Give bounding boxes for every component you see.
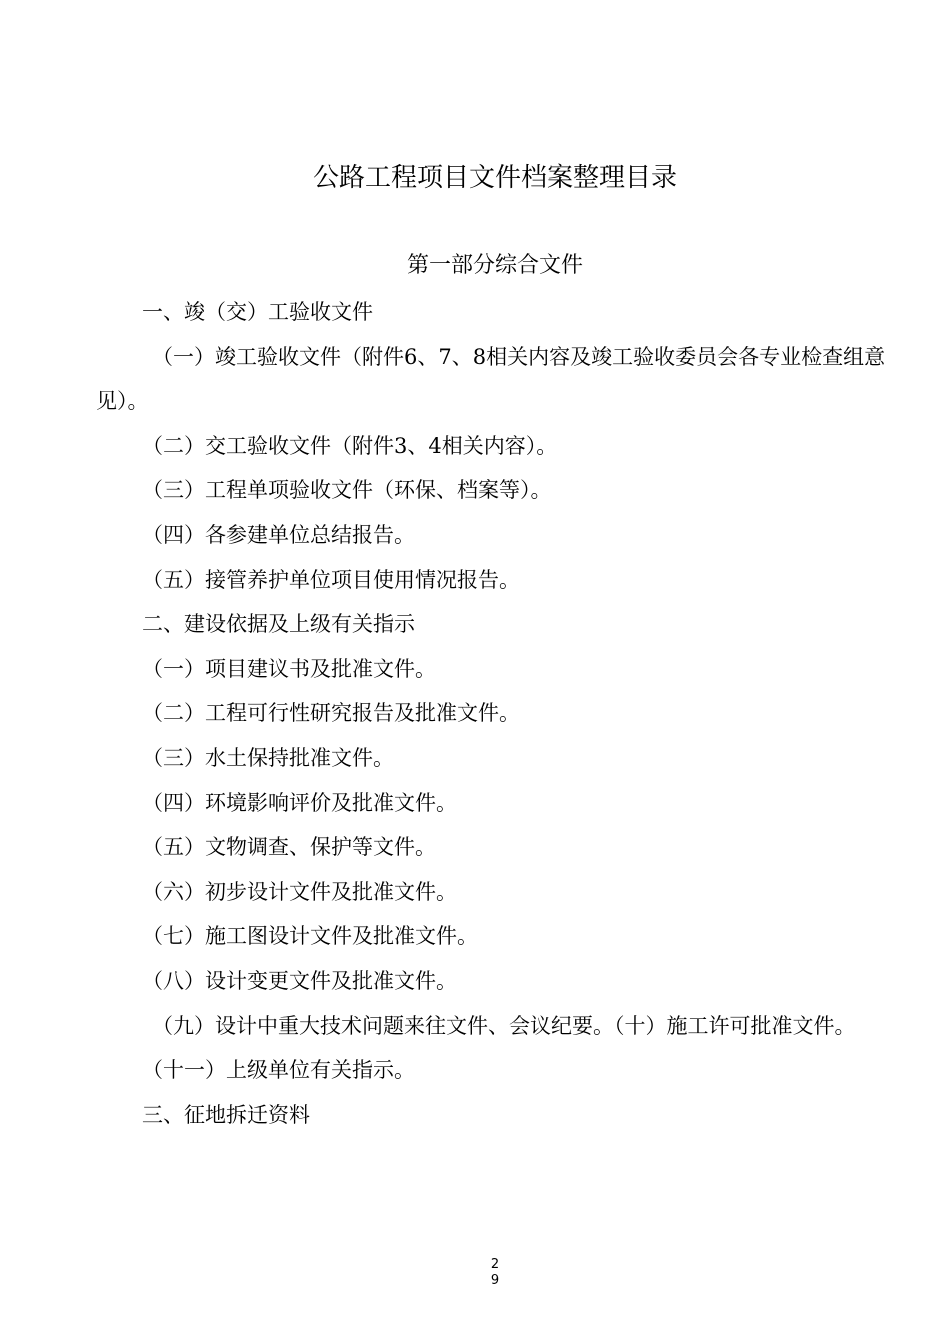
list-item: （八）设计变更文件及批准文件。 [142, 968, 457, 993]
page-number [0, 1257, 950, 1289]
list-item: （四）各参建单位总结报告。 [142, 522, 415, 547]
document-title: 公路工程项目文件档案整理目录 [312, 163, 677, 193]
section-heading: 三、征地拆迁资料 [142, 1102, 310, 1127]
list-item: （十一）上级单位有关指示。 [142, 1058, 415, 1083]
document-body [96, 290, 886, 1137]
list-item: （三）工程单项验收文件（环保、档案等）。 [142, 478, 552, 503]
list-item: （九）设计中重大技术问题来往文件、会议纪要。（十）施工许可批准文件。 [152, 1013, 856, 1038]
list-item: （一）项目建议书及批准文件。 [142, 656, 436, 681]
section-heading: 一、竣（交）工验收文件 [142, 300, 373, 324]
list-item: （五）文物调查、保护等文件。 [142, 835, 436, 860]
list-item: （五）接管养护单位项目使用情况报告。 [142, 567, 520, 592]
list-item-wrapped [96, 1004, 886, 1049]
list-item: （七）施工图设计文件及批准文件。 [142, 924, 478, 949]
list-item: （三）水土保持批准文件。 [142, 745, 394, 770]
list-item: （一）竣工验收文件（附件6、7、8相关内容及竣工验收委员会各专业检查组意见）。 [96, 344, 886, 414]
list-item: （二）工程可行性研究报告及批准文件。 [142, 701, 520, 726]
page-number-digit: 9 [490, 1273, 500, 1288]
page-number-digit: 2 [490, 1257, 500, 1272]
list-item: （六）初步设计文件及批准文件。 [142, 879, 457, 904]
list-item: （四）环境影响评价及批准文件。 [142, 790, 457, 815]
list-item: （二）交工验收文件（附件3、4相关内容）。 [142, 433, 558, 458]
part-title: 第一部分综合文件 [406, 253, 583, 278]
section-heading: 二、建设依据及上级有关指示 [142, 612, 415, 637]
